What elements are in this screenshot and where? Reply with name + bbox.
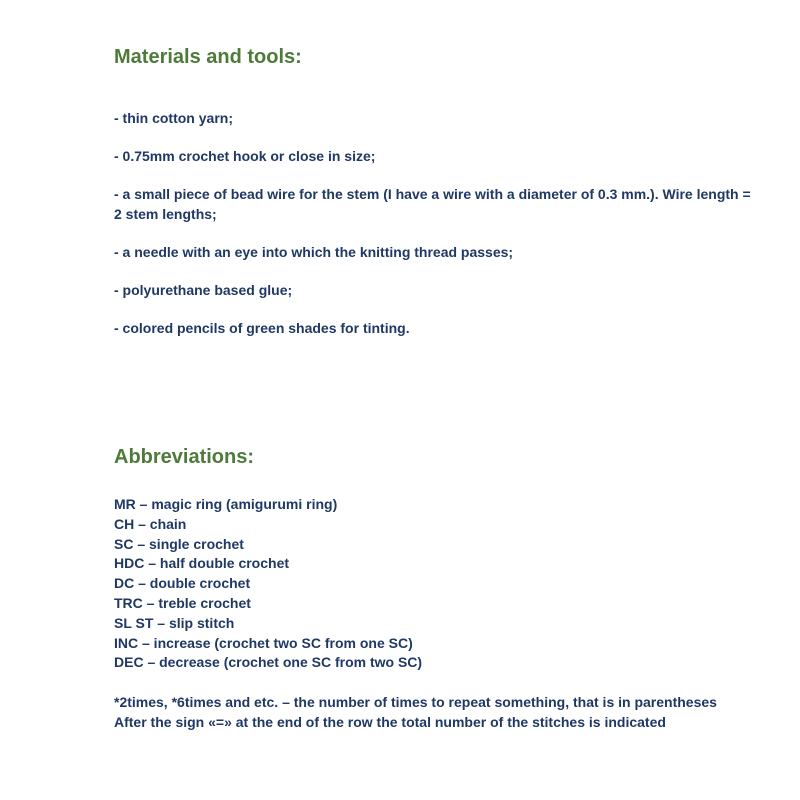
- abbreviations-heading: Abbreviations:: [114, 446, 255, 468]
- abbreviation-item: MR – magic ring (amigurumi ring): [114, 496, 338, 512]
- materials-item: - colored pencils of green shades for tinting.: [114, 320, 410, 336]
- notes-block: [114, 692, 717, 732]
- abbreviation-item: SL ST – slip stitch: [114, 614, 235, 631]
- abbreviation-item: TRC – treble crochet: [114, 594, 251, 611]
- materials-item: - polyurethane based glue;: [114, 282, 293, 298]
- stitch-count-note: After the sign «=» at the end of the row the total number of the stitches is indicated: [114, 714, 666, 730]
- abbreviation-item: DEC – decrease (crochet one SC from two SC): [114, 654, 423, 671]
- abbreviation-item: HDC – half double crochet: [114, 555, 290, 572]
- abbreviation-item: SC – single crochet: [114, 535, 244, 552]
- materials-item: - 0.75mm crochet hook or close in size;: [114, 148, 376, 164]
- materials-item: - a small piece of bead wire for the stem (I have a wire with a diameter of 0.3 mm.). Wire length = 2 stem lengths;: [114, 186, 751, 222]
- materials-list: [114, 108, 754, 356]
- materials-heading: Materials and tools:: [114, 46, 302, 68]
- abbreviation-item: CH – chain: [114, 515, 187, 532]
- abbreviation-item: DC – double crochet: [114, 575, 251, 592]
- materials-item: - a needle with an eye into which the knitting thread passes;: [114, 244, 514, 260]
- repeat-note: *2times, *6times and etc. – the number of times to repeat something, that is in parentheses: [114, 694, 717, 710]
- materials-item: - thin cotton yarn;: [114, 110, 233, 126]
- abbreviations-list: [114, 495, 422, 673]
- abbreviation-item: INC – increase (crochet two SC from one SC): [114, 634, 413, 651]
